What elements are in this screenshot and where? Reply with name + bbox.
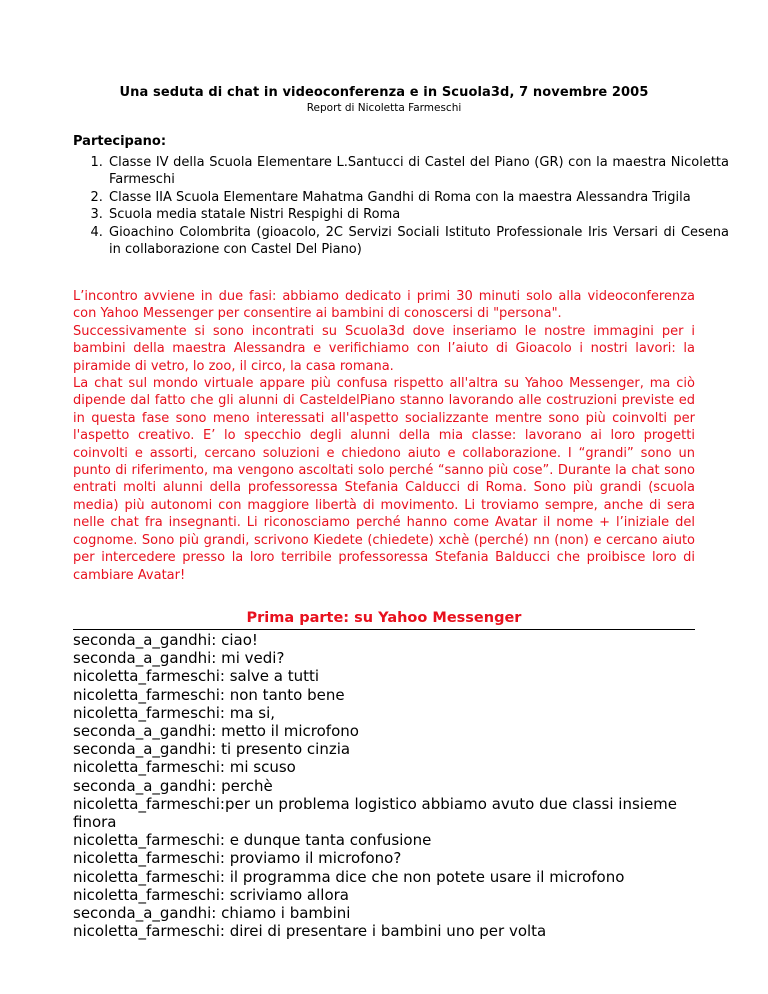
document-subtitle: Report di Nicoletta Farmeschi [306, 102, 462, 114]
participant-item: 2. Classe IIA Scuola Elementare Mahatma Gandhi di Roma con la maestra Alessandra Trigila [107, 189, 729, 206]
chat-line: nicoletta_farmeschi: mi scuso [73, 758, 296, 777]
document-title: Una seduta di chat in videoconferenza e in Scuola3d, 7 novembre 2005 [119, 85, 649, 100]
chat-line: nicoletta_farmeschi: salve a tutti [73, 667, 320, 686]
chat-line: nicoletta_farmeschi: scriviamo allora [73, 885, 349, 904]
chat-line: nicoletta_farmeschi: proviamo il microfono? [73, 849, 402, 868]
participant-item: 4. Gioachino Colombrita (gioacolo, 2C Servizi Sociali Istituto Professionale Iris Versari di Cesena in collaborazione con Castel Del Piano) [107, 224, 729, 259]
chat-line: seconda_a_gandhi: metto il microfono [73, 722, 359, 741]
intro-paragraph: Successivamente si sono incontrati su Scuola3d dove inseriamo le nostre immagini per i bambini della maestra Alessandra e verifichiamo con l’aiuto di Gioacolo i nostri lavori: la piramide di vetro, lo zoo, il circo, la casa romana. [73, 323, 695, 374]
chat-line: nicoletta_farmeschi: direi di presentare i bambini uno per volta [73, 922, 547, 941]
chat-line: nicoletta_farmeschi: non tanto bene [73, 685, 345, 704]
chat-line: seconda_a_gandhi: mi vedi? [73, 649, 285, 668]
intro-paragraph: L’incontro avviene in due fasi: abbiamo dedicato i primi 30 minuti solo alla videoconferenza con Yahoo Messenger per consentire ai bambini di conoscersi di "persona". [73, 289, 695, 322]
participants-list [73, 154, 729, 258]
intro-report [73, 288, 695, 584]
chat-line: nicoletta_farmeschi: il programma dice che non potete usare il microfono [73, 867, 625, 886]
section-heading: Prima parte: su Yahoo Messenger [73, 608, 695, 630]
participants-heading: Partecipano: [73, 134, 167, 149]
intro-paragraph: La chat sul mondo virtuale appare più confusa rispetto all'altra su Yahoo Messenger, ma ciò dipende dal fatto che gli alunni di CasteldelPiano stanno lavorando alle costruzioni previste ed in questa fase sono meno interessati all'aspetto socializzante mentre sono più coinvolti per l'aspetto creativo. E’ lo specchio degli alunni della mia classe: lavorano ai loro progetti coinvolti e assorti, cercano soluzioni e chiedono aiuto e collaborazione. I “grandi” sono un punto di riferimento, ma vengono ascoltati solo perché “sanno più cose”. Durante la chat sono entrati molti alunni della professoressa Stefania Calducci di Roma. Sono più grandi (scuola media) più autonomi con maggiore libertà di movimento. Li troviamo sempre, anche di sera nelle chat fra insegnanti. Li riconosciamo perché hanno come Avatar il nome + l’iniziale del cognome. Sono più grandi, scrivono Kiedete (chiedete) xchè (perché) nn (non) e cercano aiuto per intercedere presso la loro terribile professoressa Stefania Balducci che proibisce loro di cambiare Avatar! [73, 376, 695, 583]
chat-line: nicoletta_farmeschi:per un problema logistico abbiamo avuto due classi insieme finora [73, 794, 678, 832]
chat-line: nicoletta_farmeschi: ma si, [73, 703, 276, 722]
participant-item: 3. Scuola media statale Nistri Respighi di Roma [107, 206, 729, 223]
chat-line: seconda_a_gandhi: perchè [73, 776, 273, 795]
chat-line: seconda_a_gandhi: chiamo i bambini [73, 904, 351, 923]
participant-item: 1. Classe IV della Scuola Elementare L.Santucci di Castel del Piano (GR) con la maestra Nicoletta Farmeschi [107, 154, 729, 189]
chat-line: nicoletta_farmeschi: e dunque tanta confusione [73, 831, 432, 850]
chat-transcript [73, 631, 695, 940]
chat-line: seconda_a_gandhi: ti presento cinzia [73, 740, 351, 759]
chat-line: seconda_a_gandhi: ciao! [73, 631, 258, 649]
